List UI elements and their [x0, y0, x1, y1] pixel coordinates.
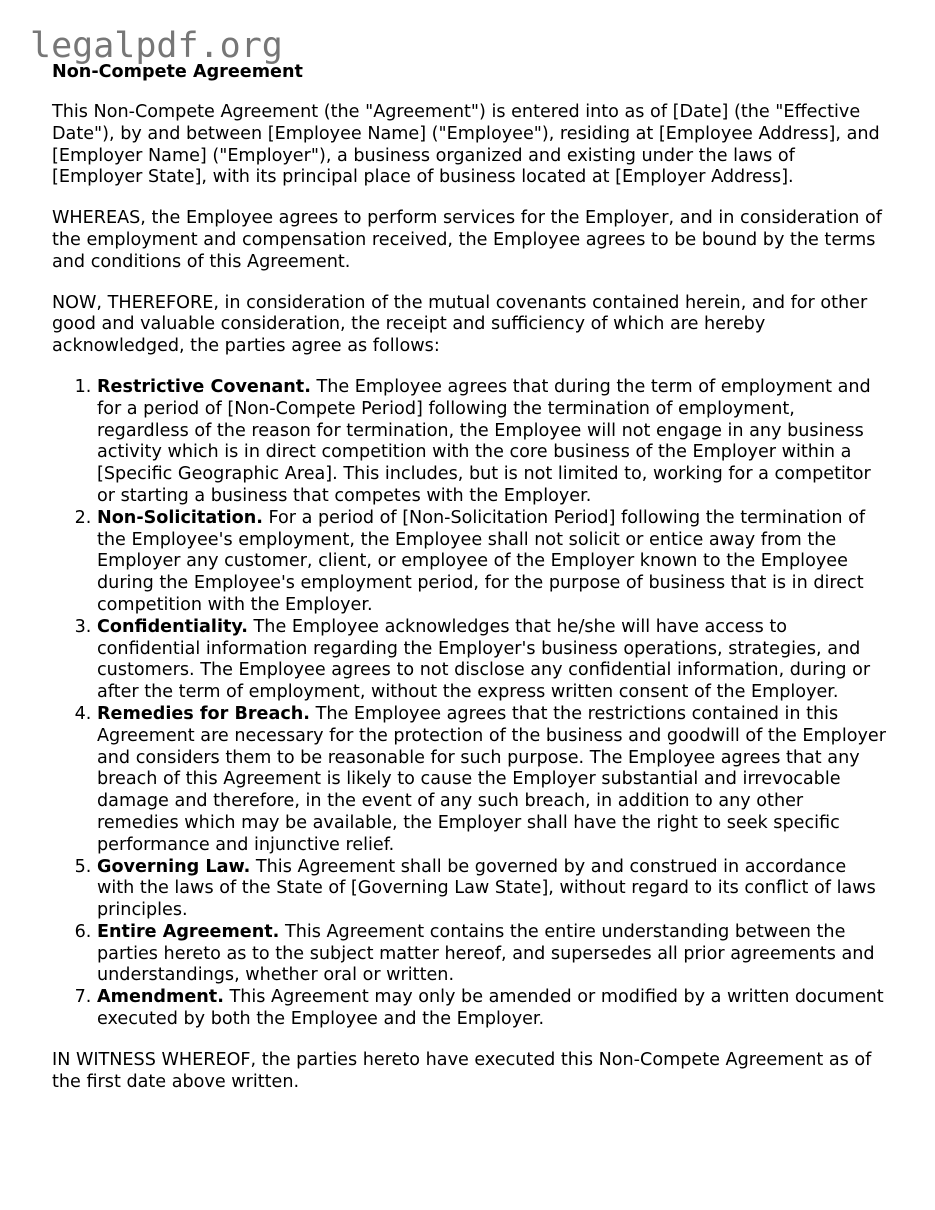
clause-text: The Employee acknowledges that he/she will have access to confidential information regarding the Employer's business operations, strategies, and customers. The Employee agrees to not disclose any confidential information, during or after the term of employment, without the express written consent of the Employer.	[97, 616, 871, 703]
clause-text: The Employee agrees that during the term of employment and for a period of [Non-Compete Period] following the termination of employment, regardless of the reason for termination, the Employee will not engage in any business activity which is in direct competition with the core business of the Employer within a [Specific Geographic Area]. This includes, but is not limited to, working for a competitor or starting a business that competes with the Employer.	[97, 376, 871, 506]
clause-heading: Restrictive Covenant.	[97, 376, 311, 397]
list-item	[97, 377, 888, 508]
list-item	[97, 987, 888, 1031]
list-item	[97, 704, 888, 857]
clause-heading: Governing Law.	[97, 856, 251, 877]
list-item	[97, 857, 888, 922]
now-therefore-paragraph: NOW, THEREFORE, in consideration of the mutual covenants contained herein, and for other good and valuable consideration, the receipt and sufficiency of which are hereby acknowledged, the parties agree as follows:	[52, 292, 868, 357]
clause-heading: Non-Solicitation.	[97, 507, 263, 528]
clause-text: For a period of [Non-Solicitation Period] following the termination of the Employee's employment, the Employee shall not solicit or entice away from the Employer any customer, client, or employee of the Employer known to the Employee during the Employee's employment period, for the purpose of business that is in direct competition with the Employer.	[97, 507, 866, 615]
clause-heading: Confidentiality.	[97, 616, 248, 637]
clause-heading: Amendment.	[97, 987, 224, 1008]
clause-heading: Entire Agreement.	[97, 921, 280, 942]
watermark-logo: legalpdf.org	[30, 26, 283, 66]
clause-text: The Employee agrees that the restrictions contained in this Agreement are necessary for the protection of the business and goodwill of the Employer and considers them to be reasonable for such purpose. The Employee agrees that any breach of this Agreement is likely to cause the Employer substantial and irrevocable damage and therefore, in the event of any such breach, in addition to any other remedies which may be available, the Employer shall have the right to seek specific performance and injunctive relief.	[97, 703, 886, 855]
clauses-list	[52, 377, 888, 1031]
list-item	[97, 617, 888, 704]
list-item	[97, 922, 888, 987]
intro-paragraph: This Non-Compete Agreement (the "Agreement") is entered into as of [Date] (the "Effective Date"), by and between [Employee Name] ("Employee"), residing at [Employee Address], and [Employer Name] ("Employer"), a business organized and existing under the laws of [Employer State], with its principal place of business located at [Employer Address].	[52, 102, 880, 188]
document-title: Non-Compete Agreement	[52, 62, 303, 82]
clause-heading: Remedies for Breach.	[97, 703, 310, 724]
clause-text: This Agreement contains the entire understanding between the parties hereto as to the subject matter hereof, and supersedes all prior agreements and understandings, whether oral or written.	[97, 921, 875, 986]
clause-text: This Agreement may only be amended or modified by a written document executed by both the Employee and the Employer.	[97, 987, 884, 1030]
clause-text: This Agreement shall be governed by and construed in accordance with the laws of the State of [Governing Law State], without regard to its conflict of laws principles.	[97, 856, 876, 921]
whereas-paragraph: WHEREAS, the Employee agrees to perform services for the Employer, and in consideration of the employment and compensation received, the Employee agrees to be bound by the terms and conditions of this Agreement.	[52, 208, 882, 272]
witness-paragraph: IN WITNESS WHEREOF, the parties hereto have executed this Non-Compete Agreement as of the first date above written.	[52, 1049, 872, 1092]
document-body	[52, 61, 888, 1112]
list-item	[97, 508, 888, 617]
